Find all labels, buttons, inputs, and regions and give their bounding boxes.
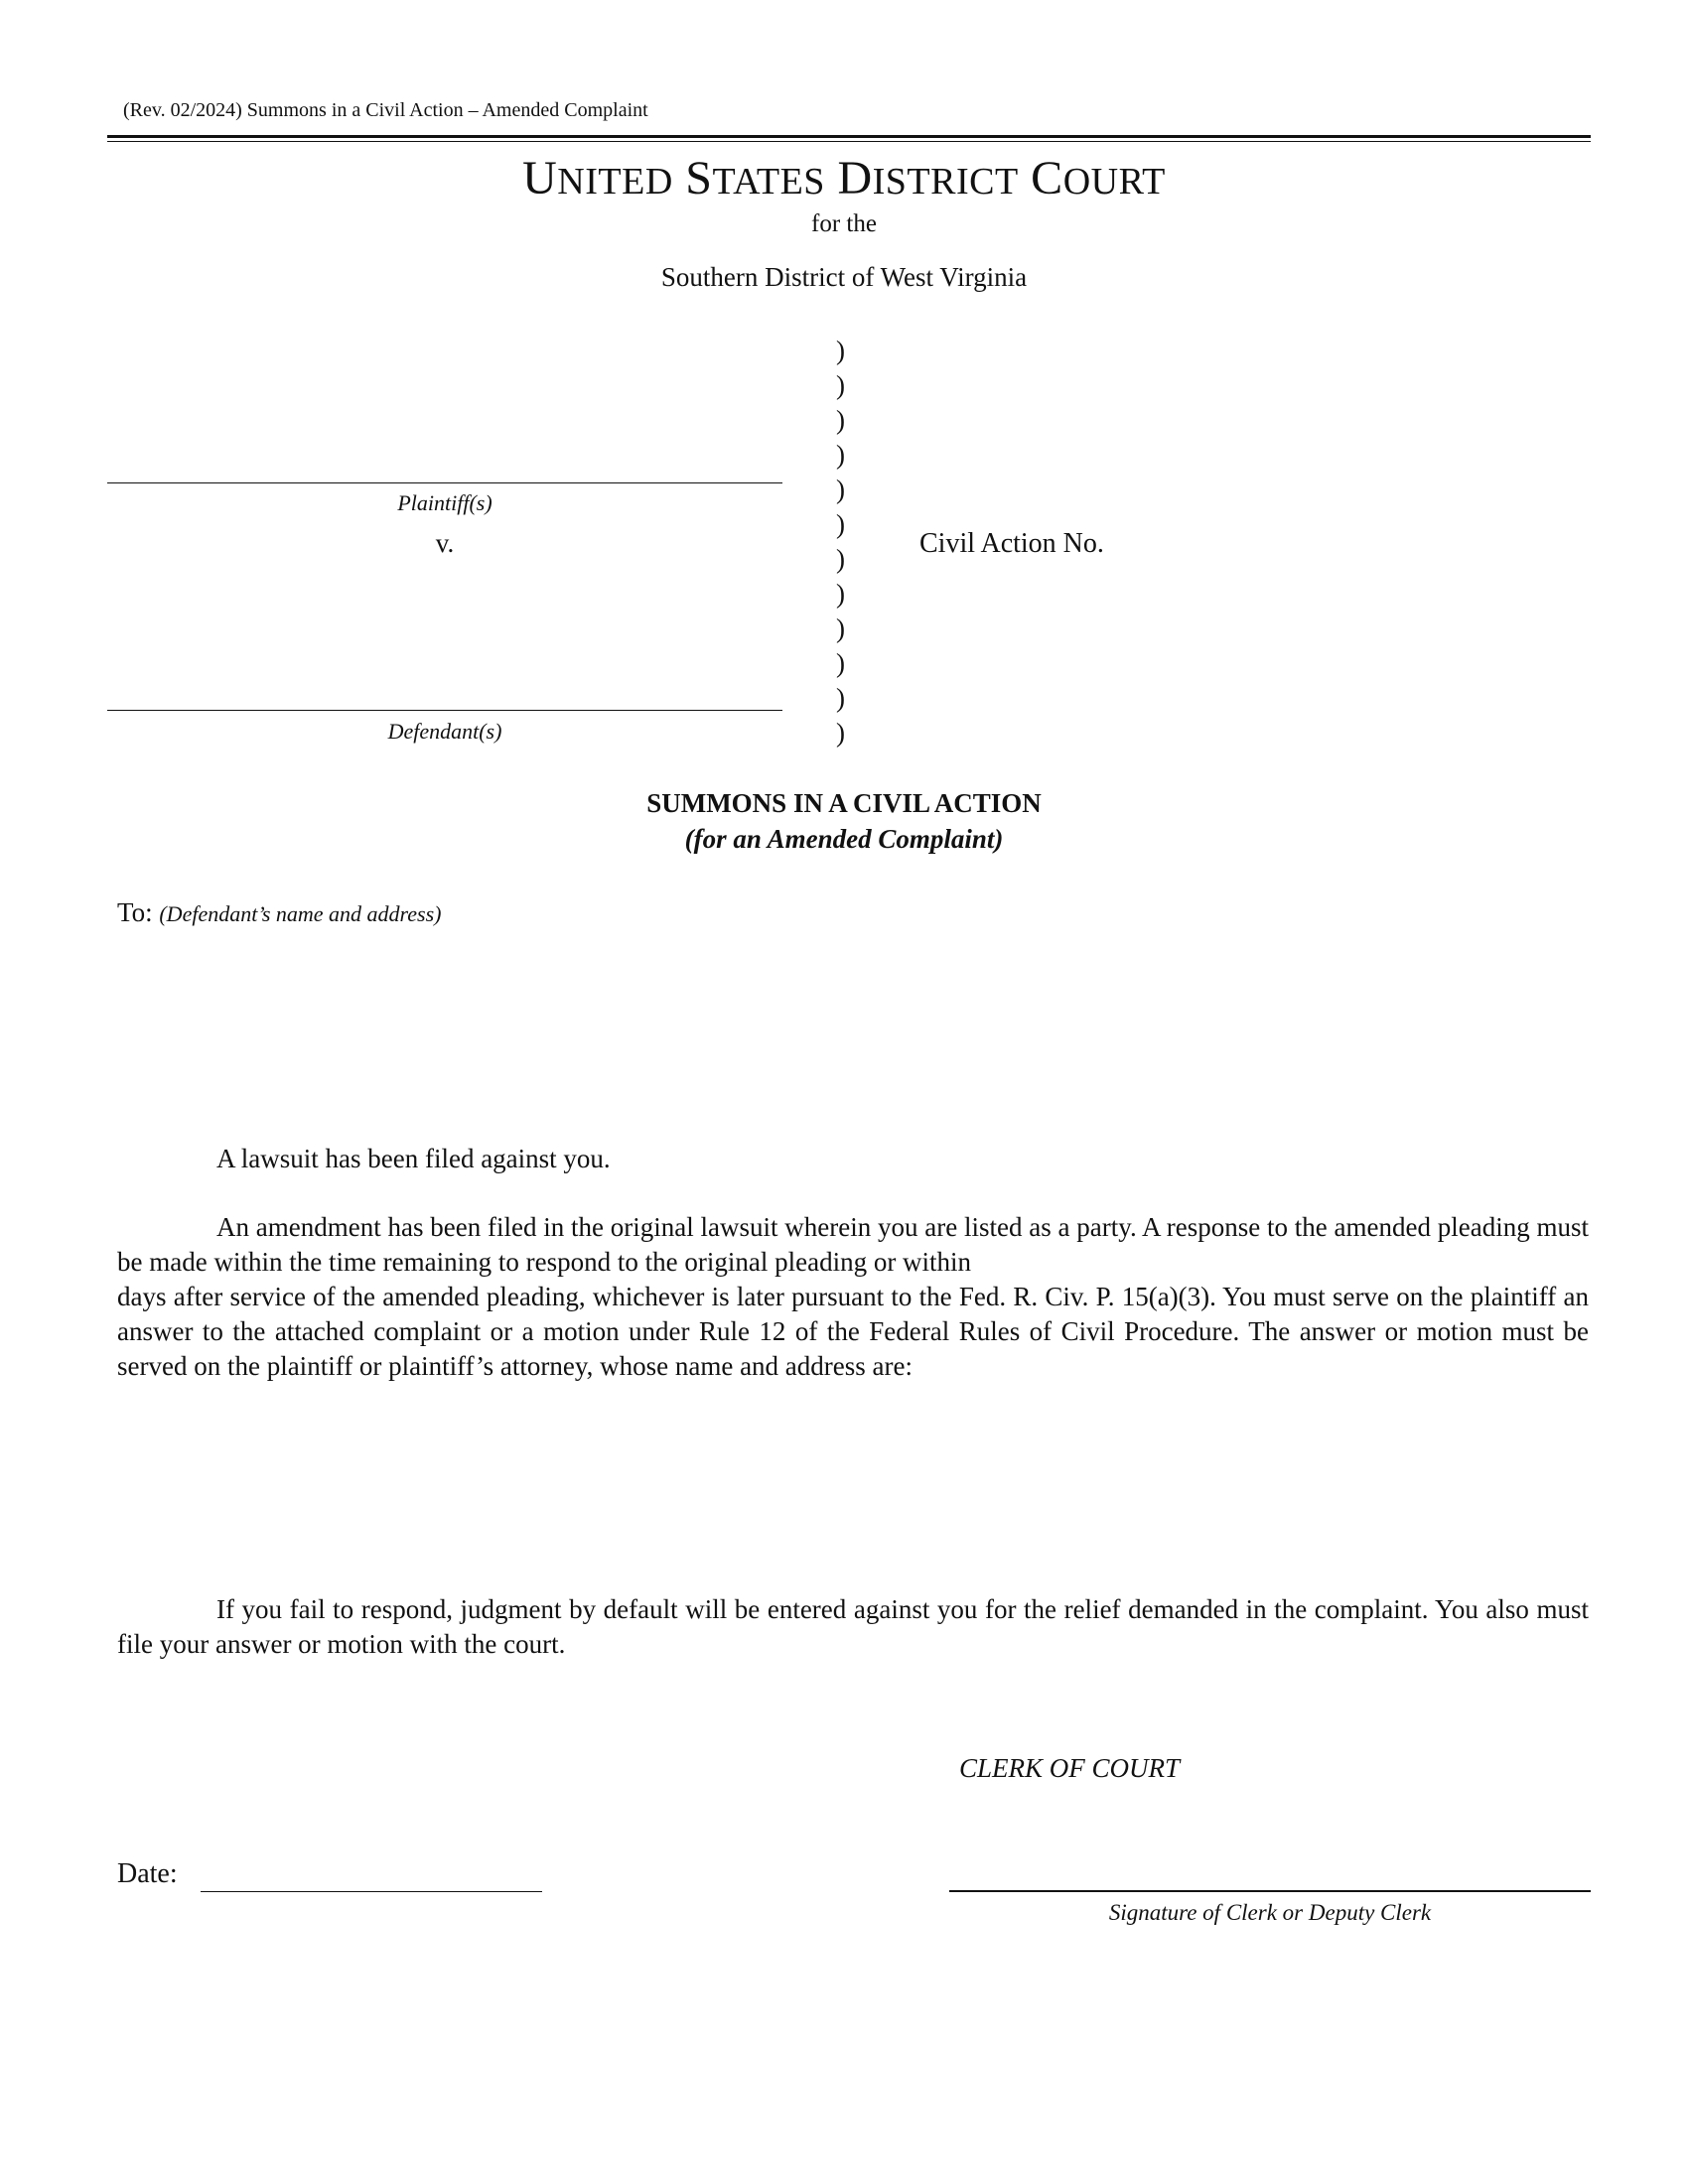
clerk-of-court: CLERK OF COURT <box>959 1753 1181 1783</box>
amendment-text-2: days after service of the amended pleading, whichever is later pursuant to the Fed. R. Civ. P. 15(a)(3). You must serve on the plaintiff an answer to the attached complaint or a motion under Rule 12 of the Federal Rules of Civil Procedure. The answer or motion must be served on the plaintiff or plaintiff’s attorney, whose name and address are: <box>117 1282 1589 1381</box>
plaintiff-line[interactable] <box>107 482 782 483</box>
date-label: Date: <box>117 1858 178 1889</box>
signature-label: Signature of Clerk or Deputy Clerk <box>1108 1900 1432 1925</box>
plaintiff-label: Plaintiff(s) <box>397 490 492 515</box>
signature-line[interactable] <box>949 1890 1591 1892</box>
defendant-line[interactable] <box>107 710 782 711</box>
summons-title: SUMMONS IN A CIVIL ACTION <box>646 788 1042 818</box>
date-field[interactable] <box>201 1891 542 1892</box>
form-revision: (Rev. 02/2024) Summons in a Civil Action – Amended Complaint <box>123 99 648 121</box>
district-name: Southern District of West Virginia <box>660 262 1028 292</box>
civil-action-label: Civil Action No. <box>919 528 1104 559</box>
header-rule-thin <box>107 141 1591 142</box>
court-title: UNITED STATES DISTRICT COURT <box>522 152 1166 205</box>
header-rule-thick <box>107 135 1591 138</box>
to-label: To: <box>117 897 153 927</box>
versus: v. <box>435 528 455 558</box>
caption-parentheses: ) ) ) ) ) ) ) ) ) ) ) ) <box>836 336 845 748</box>
paragraph-amendment <box>117 1210 1589 1384</box>
to-line <box>117 897 442 928</box>
paragraph-lawsuit-filed: A lawsuit has been filed against you. <box>216 1144 611 1173</box>
for-the-label: for the <box>811 210 877 237</box>
paragraph-default: If you fail to respond, judgment by default will be entered against you for the relief demanded in the complaint. You also must file your answer or motion with the court. <box>117 1594 1589 1659</box>
defendant-label: Defendant(s) <box>387 719 502 744</box>
to-hint: (Defendant’s name and address) <box>159 901 442 926</box>
summons-subtitle: (for an Amended Complaint) <box>684 824 1004 854</box>
amendment-text-1: An amendment has been filed in the original lawsuit wherein you are listed as a party. A response to the amended pleading must be made within the time remaining to respond to the original pleading or within <box>117 1212 1589 1277</box>
